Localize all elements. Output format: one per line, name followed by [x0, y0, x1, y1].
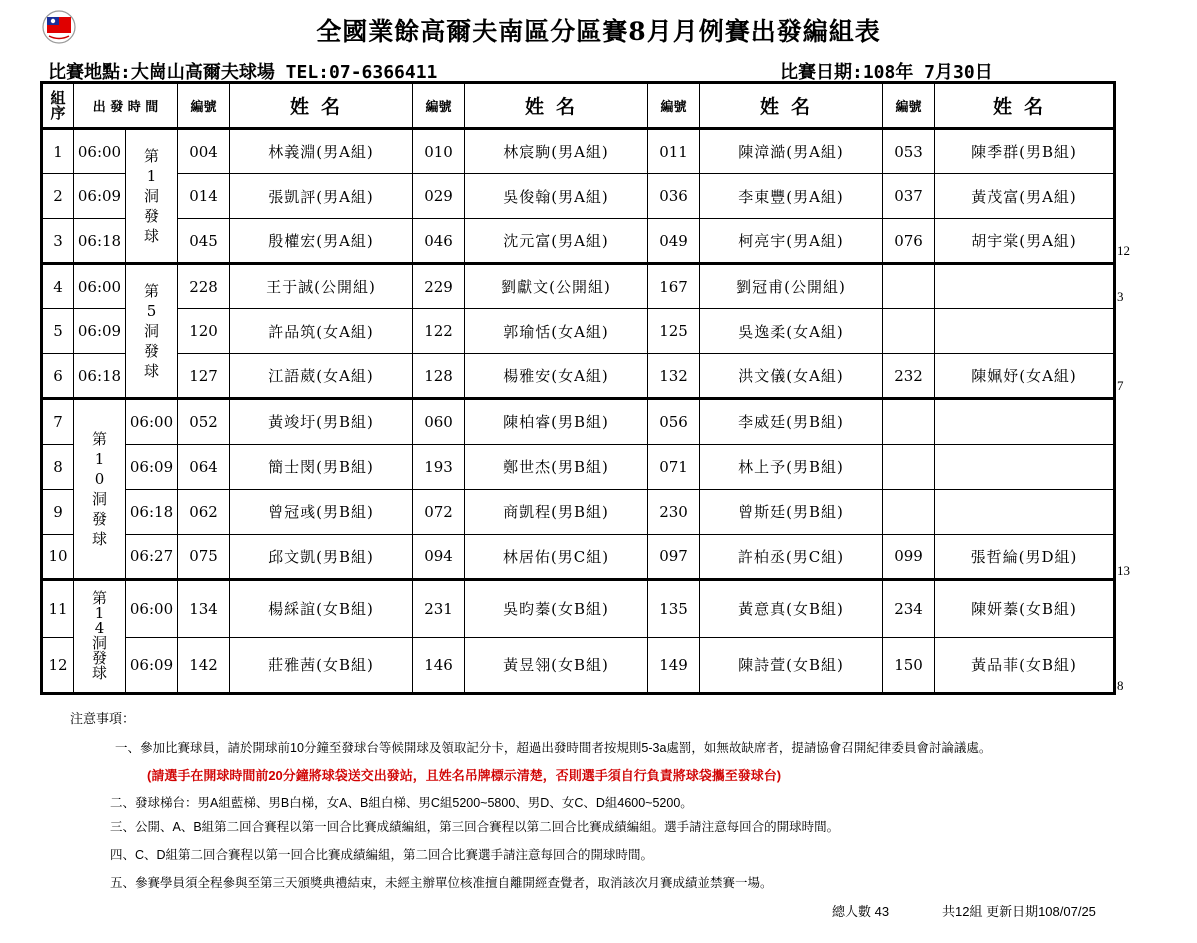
player-no: 064 [178, 444, 230, 489]
header-time: 出 發 時 間 [74, 83, 178, 129]
header-no: 編號 [883, 83, 935, 129]
player-name: 陳漳澔(男A組) [700, 129, 883, 174]
player-no: 010 [413, 129, 465, 174]
player-name: 王于誠(公開組) [230, 264, 413, 309]
player-no: 062 [178, 489, 230, 534]
table-row [42, 219, 1115, 264]
header-name: 姓名 [465, 83, 648, 129]
seq-cell: 5 [42, 309, 74, 354]
player-no: 046 [413, 219, 465, 264]
block-count: 7 [1117, 378, 1124, 393]
player-name: 楊綵誼(女B組) [230, 579, 413, 637]
seq-cell: 7 [42, 399, 74, 444]
player-name: 莊雅茜(女B組) [230, 637, 413, 693]
player-no [883, 399, 935, 444]
notes-title: 注意事項： [70, 711, 136, 726]
time-cell: 06:27 [126, 534, 178, 579]
player-name: 林居佑(男C組) [465, 534, 648, 579]
player-name: 鄭世杰(男B組) [465, 444, 648, 489]
table-row [42, 399, 1115, 444]
player-no: 125 [648, 309, 700, 354]
seq-cell: 10 [42, 534, 74, 579]
table-row [42, 129, 1115, 174]
player-no: 127 [178, 354, 230, 399]
player-no: 128 [413, 354, 465, 399]
player-name: 吳昀蓁(女B組) [465, 579, 648, 637]
player-no: 053 [883, 129, 935, 174]
player-no: 072 [413, 489, 465, 534]
table-row [42, 534, 1115, 579]
time-cell: 06:09 [74, 174, 126, 219]
table-row [42, 309, 1115, 354]
player-name: 黃竣圩(男B組) [230, 399, 413, 444]
page-title: 全國業餘高爾夫南區分區賽8月月例賽出發編組表 [316, 17, 881, 46]
player-no: 004 [178, 129, 230, 174]
player-no [883, 489, 935, 534]
player-no: 150 [883, 637, 935, 693]
player-no [883, 444, 935, 489]
player-no: 075 [178, 534, 230, 579]
header-no: 編號 [413, 83, 465, 129]
player-name: 張凱評(男A組) [230, 174, 413, 219]
player-name: 許品筑(女A組) [230, 309, 413, 354]
header-no: 編號 [178, 83, 230, 129]
player-name: 簡士閔(男B組) [230, 444, 413, 489]
player-name: 林宸駒(男A組) [465, 129, 648, 174]
player-name: 林上予(男B組) [700, 444, 883, 489]
player-no: 167 [648, 264, 700, 309]
player-name [935, 399, 1115, 444]
seq-cell: 12 [42, 637, 74, 693]
player-no: 099 [883, 534, 935, 579]
player-no: 014 [178, 174, 230, 219]
player-no: 120 [178, 309, 230, 354]
player-name: 陳柏睿(男B組) [465, 399, 648, 444]
header-name: 姓名 [230, 83, 413, 129]
player-no: 132 [648, 354, 700, 399]
player-name: 許柏丞(男C組) [700, 534, 883, 579]
player-no: 135 [648, 579, 700, 637]
table-row [42, 174, 1115, 219]
player-name: 柯亮宇(男A組) [700, 219, 883, 264]
player-name: 張哲綸(男D組) [935, 534, 1115, 579]
player-name: 黃意真(女B組) [700, 579, 883, 637]
note-5: 五、參賽學員須全程參與至第三天頒獎典禮結束，未經主辦單位核准擅自離開經查覺者，取消該次月賽成績並禁賽一場。 [110, 876, 773, 890]
player-no: 134 [178, 579, 230, 637]
time-cell: 06:09 [126, 444, 178, 489]
time-cell: 06:18 [74, 219, 126, 264]
player-no: 228 [178, 264, 230, 309]
header-name: 姓名 [935, 83, 1115, 129]
schedule-table [40, 81, 1116, 695]
time-cell: 06:00 [74, 129, 126, 174]
player-no [883, 264, 935, 309]
player-name: 林義淵(男A組) [230, 129, 413, 174]
player-name: 沈元富(男A組) [465, 219, 648, 264]
seq-cell: 3 [42, 219, 74, 264]
total-players: 總人數 43 [832, 904, 890, 919]
seq-cell: 2 [42, 174, 74, 219]
hole-14-cell: 第 1 4 洞 發 球 [74, 579, 126, 693]
header-seq: 組 序 [42, 83, 74, 129]
seq-cell: 1 [42, 129, 74, 174]
time-cell: 06:09 [126, 637, 178, 693]
player-no: 231 [413, 579, 465, 637]
seq-cell: 11 [42, 579, 74, 637]
block-count: 3 [1117, 289, 1124, 304]
venue-info: 比賽地點:大崗山高爾夫球場 TEL:07-6366411 [48, 62, 438, 83]
player-name: 楊雅安(女A組) [465, 354, 648, 399]
player-no: 060 [413, 399, 465, 444]
player-no: 049 [648, 219, 700, 264]
player-no: 229 [413, 264, 465, 309]
player-no: 037 [883, 174, 935, 219]
player-name: 李東豐(男A組) [700, 174, 883, 219]
time-cell: 06:00 [126, 399, 178, 444]
table-row [42, 264, 1115, 309]
player-name: 陳姵妤(女A組) [935, 354, 1115, 399]
time-cell: 06:18 [126, 489, 178, 534]
player-name [935, 489, 1115, 534]
table-row [42, 444, 1115, 489]
groups-update: 共12組 更新日期108/07/25 [942, 904, 1096, 919]
table-row [42, 579, 1115, 637]
table-row [42, 489, 1115, 534]
player-no: 146 [413, 637, 465, 693]
player-no: 094 [413, 534, 465, 579]
player-name: 曾冠彧(男B組) [230, 489, 413, 534]
header-name: 姓名 [700, 83, 883, 129]
player-name: 江語葳(女A組) [230, 354, 413, 399]
player-name: 劉獻文(公開組) [465, 264, 648, 309]
player-no: 193 [413, 444, 465, 489]
player-no: 036 [648, 174, 700, 219]
hole-5-cell: 第 5 洞 發 球 [126, 264, 178, 399]
player-name: 黃品菲(女B組) [935, 637, 1115, 693]
seq-cell: 9 [42, 489, 74, 534]
player-name: 黃茂富(男A組) [935, 174, 1115, 219]
player-name: 殷權宏(男A組) [230, 219, 413, 264]
note-3: 三、公開、A、B組第二回合賽程以第一回合比賽成績編組，第三回合賽程以第二回合比賽成績編組。選手請注意每回合的開球時間。 [110, 820, 840, 834]
player-name: 洪文儀(女A組) [700, 354, 883, 399]
block-count: 13 [1117, 563, 1130, 578]
player-no: 056 [648, 399, 700, 444]
note-1-red: (請選手在開球時間前20分鐘將球袋送交出發站，且姓名吊牌標示清楚，否則選手須自行負責將球袋攜至發球台) [147, 768, 782, 783]
seq-cell: 6 [42, 354, 74, 399]
player-no: 122 [413, 309, 465, 354]
player-name: 李威廷(男B組) [700, 399, 883, 444]
player-name [935, 309, 1115, 354]
player-name: 吳逸柔(女A組) [700, 309, 883, 354]
match-date: 比賽日期:108年 7月30日 [780, 62, 993, 83]
player-no: 076 [883, 219, 935, 264]
player-name: 陳妍蓁(女B組) [935, 579, 1115, 637]
time-cell: 06:18 [74, 354, 126, 399]
player-name: 商凱程(男B組) [465, 489, 648, 534]
player-name: 劉冠甫(公開組) [700, 264, 883, 309]
player-no: 097 [648, 534, 700, 579]
player-no: 149 [648, 637, 700, 693]
table-row [42, 637, 1115, 693]
player-no [883, 309, 935, 354]
player-name [935, 264, 1115, 309]
player-no: 071 [648, 444, 700, 489]
note-1: 一、參加比賽球員，請於開球前10分鐘至發球台等候開球及領取記分卡，超過出發時間者按規則5-3a處罰，如無故缺席者，提請協會召開紀律委員會討論議處。 [115, 741, 992, 755]
player-name [935, 444, 1115, 489]
player-name: 黃昱翎(女B組) [465, 637, 648, 693]
time-cell: 06:00 [126, 579, 178, 637]
seq-cell: 8 [42, 444, 74, 489]
player-no: 052 [178, 399, 230, 444]
player-name: 陳詩萱(女B組) [700, 637, 883, 693]
player-no: 011 [648, 129, 700, 174]
note-2: 二、發球梯台：男A組藍梯、男B白梯，女A、B組白梯、男C組5200~5800、男D、女C、D組4600~5200。 [110, 796, 693, 810]
player-no: 234 [883, 579, 935, 637]
block-count: 12 [1117, 243, 1130, 258]
player-name: 郭瑜恬(女A組) [465, 309, 648, 354]
hole-1-cell: 第 1 洞 發 球 [126, 129, 178, 264]
player-no: 029 [413, 174, 465, 219]
time-cell: 06:00 [74, 264, 126, 309]
header-row [42, 83, 1115, 129]
header-no: 編號 [648, 83, 700, 129]
player-name: 陳季群(男B組) [935, 129, 1115, 174]
player-name: 吳俊翰(男A組) [465, 174, 648, 219]
player-name: 曾斯廷(男B組) [700, 489, 883, 534]
player-name: 胡宇棠(男A組) [935, 219, 1115, 264]
table-row [42, 354, 1115, 399]
hole-10-cell: 第 1 0 洞 發 球 [74, 399, 126, 579]
seq-cell: 4 [42, 264, 74, 309]
player-no: 232 [883, 354, 935, 399]
player-no: 230 [648, 489, 700, 534]
note-4: 四、C、D組第二回合賽程以第一回合比賽成績編組，第二回合比賽選手請注意每回合的開球時間。 [110, 848, 654, 862]
block-count: 8 [1117, 678, 1124, 693]
player-name: 邱文凱(男B組) [230, 534, 413, 579]
player-no: 142 [178, 637, 230, 693]
time-cell: 06:09 [74, 309, 126, 354]
player-no: 045 [178, 219, 230, 264]
